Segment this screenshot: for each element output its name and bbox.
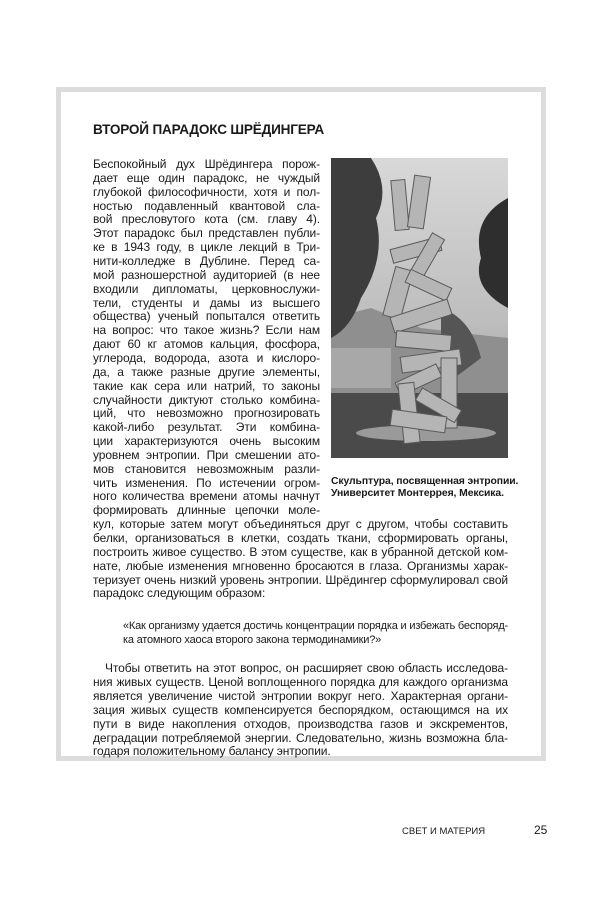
- body-text-line: пути в виде накопления отходов, производства газов и экскрементов,: [93, 716, 508, 731]
- body-text-line: общества) ученый попытался ответить: [93, 309, 320, 324]
- body-text-line: ния живых существ. Ценой воплощенного порядка для каждого организма: [93, 675, 508, 690]
- box-heading: ВТОРОЙ ПАРАДОКС ШРЁДИНГЕРА: [93, 122, 324, 137]
- body-text-line: мов становится невозможным разли-: [93, 461, 320, 476]
- body-text-line: ции характеризуются очень высоким: [93, 434, 320, 448]
- body-text-line: входили дипломаты, церковнослужи-: [93, 281, 320, 296]
- body-text-line: углерода, водорода, азота и кислоро-: [93, 350, 320, 365]
- body-text-line: мой разношерстной аудиторией (в нее: [93, 267, 320, 282]
- body-text-line: зация живых существ компенсируется беспорядком, остающимся на их: [93, 702, 508, 717]
- body-text-line: Чтобы ответить на этот вопрос, он расширяет свою область исследова-: [105, 661, 508, 676]
- body-text-line: дает еще один парадокс, не чуждый: [93, 170, 320, 185]
- body-text-line: тели, студенты и дамы из высшего: [93, 295, 320, 310]
- body-text-line: нате, любые изменения мгновенно бросаются в глаза. Организмы харак-: [93, 558, 508, 573]
- body-text-line: ций, что невозможно прогнозировать: [93, 406, 320, 421]
- body-text-line: Этот парадокс был представлен публи-: [93, 226, 320, 241]
- body-text-line: кул, которые затем могут объединяться друг с другом, чтобы составить: [93, 517, 508, 532]
- body-text-line: случайности диктуют столько комбина-: [93, 392, 320, 407]
- body-text-line: деградации потребляемой энергии. Следовательно, жизнь возможна бла-: [93, 730, 508, 745]
- body-text-line: на вопрос: что такое жизнь? Если нам: [93, 323, 320, 338]
- body-text-line: какой-либо результат. Эти комбина-: [93, 420, 320, 435]
- body-text-line: чить изменения. По истечении огром-: [93, 475, 320, 490]
- running-footer-title: СВЕТ И МАТЕРИЯ: [402, 826, 486, 837]
- body-text-line: парадокс следующим образом:: [93, 586, 266, 601]
- body-text-line: нити-колледже в Дублине. Перед са-: [93, 253, 320, 268]
- body-text-line: белки, организоваться в клетки, создать ткани, сформировать органы,: [93, 531, 508, 545]
- body-text-line: теризует очень низкий уровень энтропии. Шрёдингер сформулировал свой: [93, 572, 508, 587]
- quote-line: «Как организму удается достичь концентрации порядка и избежать беспоряд-: [123, 620, 508, 633]
- body-text-line: является увеличение чистой энтропии вокруг него. Характерная органи-: [93, 688, 508, 703]
- body-text-line: ностью подавленный квантовой сла-: [93, 198, 320, 213]
- page-number: 25: [534, 823, 548, 837]
- body-text-line: построить живое существо. В этом существе, как в убранной детской ком-: [93, 544, 508, 559]
- body-text-line: уровнем энтропии. При смешении ато-: [93, 447, 320, 462]
- quote-line: ка атомного хаоса второго закона термодинамики?»: [123, 634, 382, 647]
- body-text-line: формировать длинные цепочки моле-: [93, 503, 320, 518]
- photo-caption-line: Скульптура, посвященная энтропии.: [331, 476, 519, 487]
- body-text-line: ке в 1943 году, в цикле лекций в Три-: [93, 240, 320, 255]
- body-text-line: такие как сера или натрий, то законы: [93, 378, 320, 393]
- sculpture-photo: [331, 158, 508, 458]
- body-text-line: годаря положительному балансу энтропии.: [93, 744, 331, 759]
- body-text-line: да, а также разные другие элементы,: [93, 364, 320, 379]
- body-text-line: глубокой философичности, хотя и пол-: [93, 184, 320, 199]
- body-text-line: вой пресловутого кота (см. главу 4).: [93, 212, 320, 227]
- body-text-line: ного количества времени атомы начнут: [93, 489, 320, 504]
- body-text-line: дают 60 кг атомов кальция, фосфора,: [93, 337, 320, 352]
- sculpture-image: [331, 158, 508, 458]
- photo-caption-line: Университет Монтеррея, Мексика.: [331, 488, 504, 499]
- body-text-line: Беспокойный дух Шрёдингера порож-: [93, 157, 320, 171]
